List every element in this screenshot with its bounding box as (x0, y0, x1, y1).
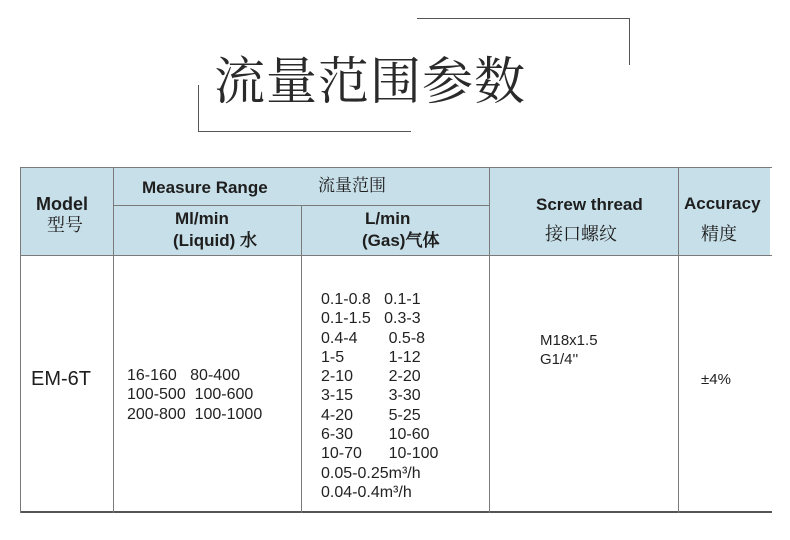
title-frame-left-line (198, 85, 199, 132)
header-measure-range-cn: 流量范围 (318, 176, 386, 196)
table-left-border (20, 167, 21, 513)
col-divider-2 (301, 205, 302, 513)
header-measure-range-en: Measure Range (142, 178, 268, 197)
header-model-en: Model (36, 194, 88, 214)
header-liquid-label: (Liquid) 水 (173, 231, 258, 250)
header-bottom-border (20, 255, 772, 256)
col-divider-4 (678, 167, 679, 513)
cell-liquid-ranges: 16-160 80-400 100-500 100-600 200-800 100-1000 (127, 367, 263, 423)
header-screw-thread-cn: 接口螺纹 (545, 224, 617, 245)
page-title: 流量范围参数 (214, 53, 527, 112)
header-model-cn: 型号 (47, 215, 83, 236)
cell-gas-ranges: 0.1-0.8 0.1-1 0.1-1.5 0.3-3 0.4-4 0.5-8 1-5 1-12 2-10 2-20 3-15 3-30 4-20 5-25 6-30 10-60 10-70 10-100 0.05-0.25m³/h 0.04-0.4m³/h (321, 291, 439, 501)
col-divider-1 (113, 167, 114, 513)
cell-screw-thread: M18x1.5 G1/4'' (540, 332, 598, 368)
col-divider-3 (489, 167, 490, 513)
title-frame-right-line (629, 18, 630, 65)
cell-model: EM-6T (31, 368, 91, 390)
header-gas-label: (Gas)气体 (362, 231, 440, 250)
title-frame-top-line (417, 18, 630, 19)
header-accuracy-cn: 精度 (701, 224, 737, 245)
table-bottom-border (20, 511, 772, 513)
header-gas-unit: L/min (365, 209, 411, 228)
cell-accuracy: ±4% (701, 371, 731, 388)
header-screw-thread-en: Screw thread (536, 195, 643, 214)
header-accuracy-en: Accuracy (684, 194, 761, 213)
table-top-border (20, 167, 772, 168)
header-liquid-unit: Ml/min (175, 209, 229, 228)
title-frame-bottom-line (198, 131, 411, 132)
